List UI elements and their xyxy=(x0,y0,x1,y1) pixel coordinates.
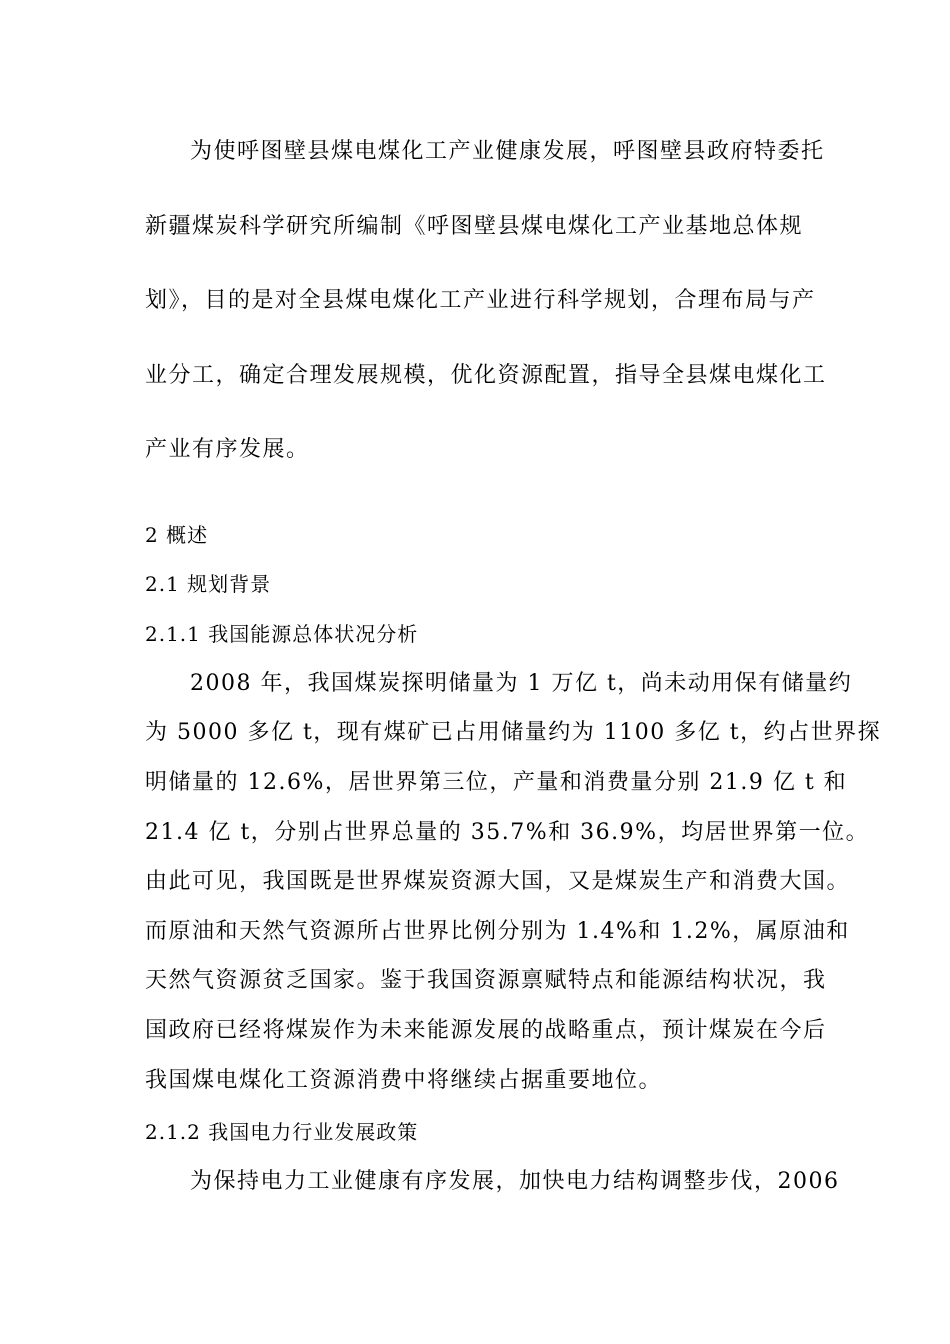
intro-line-1: 为使呼图壁县煤电煤化工产业健康发展，呼图壁县政府特委托 xyxy=(190,139,825,164)
section-2-1-1-line-9: 我国煤电煤化工资源消费中将继续占据重要地位。 xyxy=(145,1068,663,1093)
intro-line-5: 产业有序发展。 xyxy=(145,437,310,462)
section-2-1-2-line-1: 为保持电力工业健康有序发展，加快电力结构调整步伐，2006 xyxy=(190,1169,840,1194)
intro-line-2: 新疆煤炭科学研究所编制《呼图壁县煤电煤化工产业基地总体规 xyxy=(145,214,804,239)
section-2-1-1-line-2: 为 5000 多亿 t，现有煤矿已占用储量约为 1100 多亿 t，约占世界探 xyxy=(145,720,882,745)
heading-2-1: 2.1 规划背景 xyxy=(145,572,272,596)
section-2-1-1-line-3: 明储量的 12.6%，居世界第三位，产量和消费量分别 21.9 亿 t 和 xyxy=(145,770,848,795)
section-2-1-1-line-8: 国政府已经将煤炭作为未来能源发展的战略重点，预计煤炭在今后 xyxy=(145,1018,827,1043)
intro-line-3: 划》，目的是对全县煤电煤化工产业进行科学规划，合理布局与产 xyxy=(145,288,816,313)
section-2-1-1-line-5: 由此可见，我国既是世界煤炭资源大国，又是煤炭生产和消费大国。 xyxy=(145,869,851,894)
heading-2-1-2: 2.1.2 我国电力行业发展政策 xyxy=(145,1120,419,1144)
section-2-1-1-line-6: 而原油和天然气资源所占世界比例分别为 1.4%和 1.2%，属原油和 xyxy=(145,919,850,944)
section-2-1-1-line-4: 21.4 亿 t，分别占世界总量的 35.7%和 36.9%，均居世界第一位。 xyxy=(145,820,870,845)
section-2-1-1-line-7: 天然气资源贫乏国家。鉴于我国资源禀赋特点和能源结构状况，我 xyxy=(145,968,827,993)
heading-2-1-1: 2.1.1 我国能源总体状况分析 xyxy=(145,622,419,646)
intro-line-4: 业分工，确定合理发展规模，优化资源配置，指导全县煤电煤化工 xyxy=(145,363,827,388)
section-2-1-1-line-1: 2008 年，我国煤炭探明储量为 1 万亿 t，尚未动用保有储量约 xyxy=(190,671,853,696)
heading-2: 2 概述 xyxy=(145,523,209,547)
